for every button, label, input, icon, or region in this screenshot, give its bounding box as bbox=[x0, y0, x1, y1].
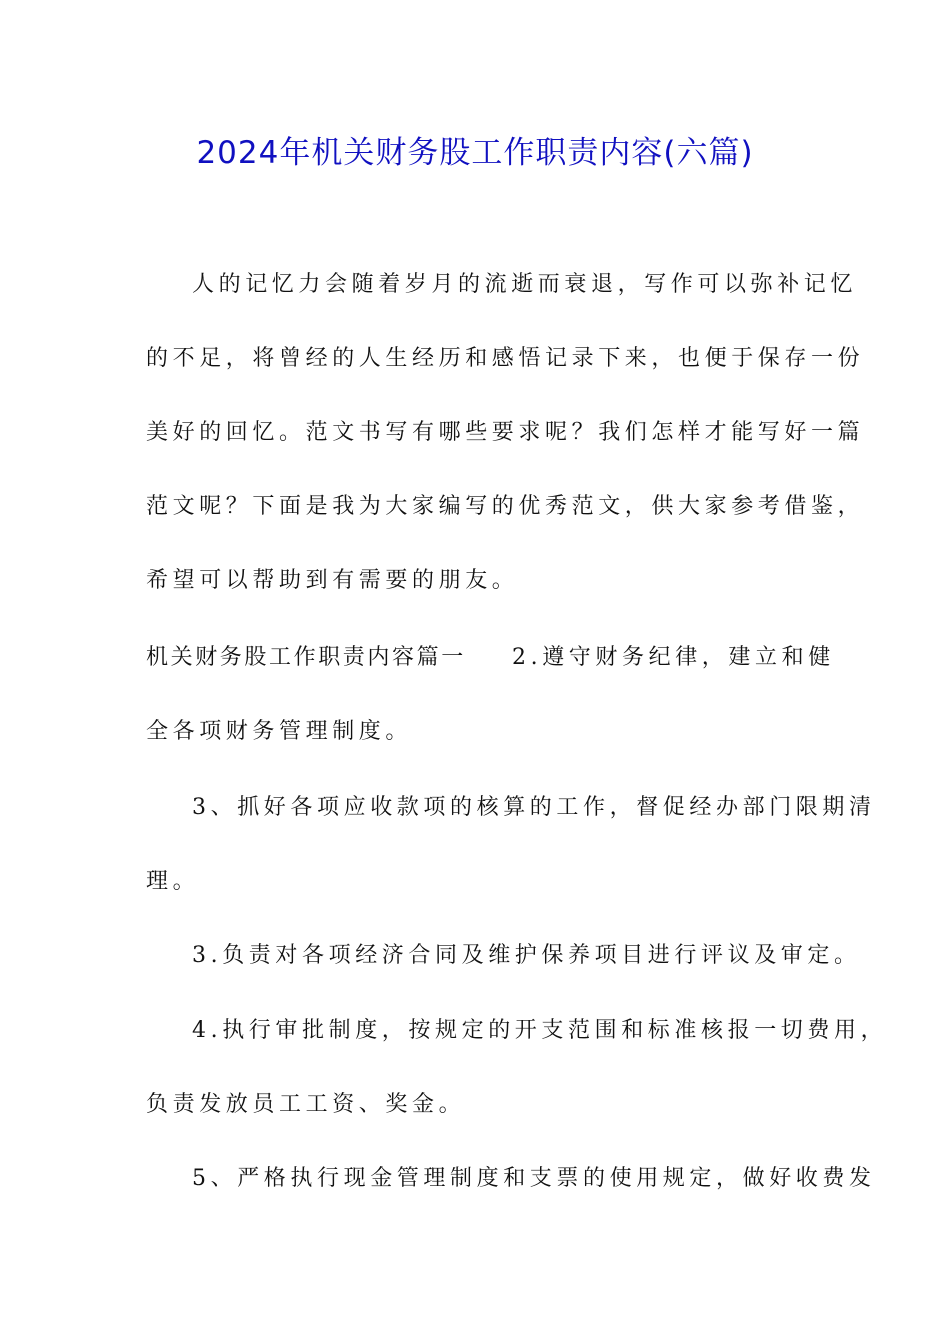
paragraph-line: 2.遵守财务纪律，建立和健 bbox=[512, 645, 835, 670]
paragraph-line: 希望可以帮助到有需要的朋友。 bbox=[146, 568, 519, 593]
paragraph-line: 负责发放员工工资、奖金。 bbox=[146, 1092, 466, 1117]
paragraph-line: 3.负责对各项经济合同及维护保养项目进行评议及审定。 bbox=[192, 943, 861, 968]
document-title: 2024年机关财务股工作职责内容(六篇) bbox=[196, 135, 754, 171]
section-heading: 机关财务股工作职责内容篇一 bbox=[146, 645, 466, 670]
paragraph-line: 理。 bbox=[146, 869, 200, 894]
paragraph-line: 的不足，将曾经的人生经历和感悟记录下来，也便于保存一份 bbox=[146, 346, 865, 371]
paragraph-line: 3、抓好各项应收款项的核算的工作，督促经办部门限期清 bbox=[192, 795, 876, 820]
paragraph-line: 美好的回忆。范文书写有哪些要求呢？我们怎样才能写好一篇 bbox=[146, 420, 865, 445]
paragraph-line: 范文呢？下面是我为大家编写的优秀范文，供大家参考借鉴， bbox=[146, 494, 865, 519]
paragraph-line: 5、严格执行现金管理制度和支票的使用规定，做好收费发 bbox=[192, 1166, 876, 1191]
paragraph-line: 人的记忆力会随着岁月的流逝而衰退，写作可以弥补记忆 bbox=[192, 272, 858, 297]
paragraph-line: 4.执行审批制度，按规定的开支范围和标准核报一切费用， bbox=[192, 1018, 888, 1043]
paragraph-line: 全各项财务管理制度。 bbox=[146, 719, 413, 744]
